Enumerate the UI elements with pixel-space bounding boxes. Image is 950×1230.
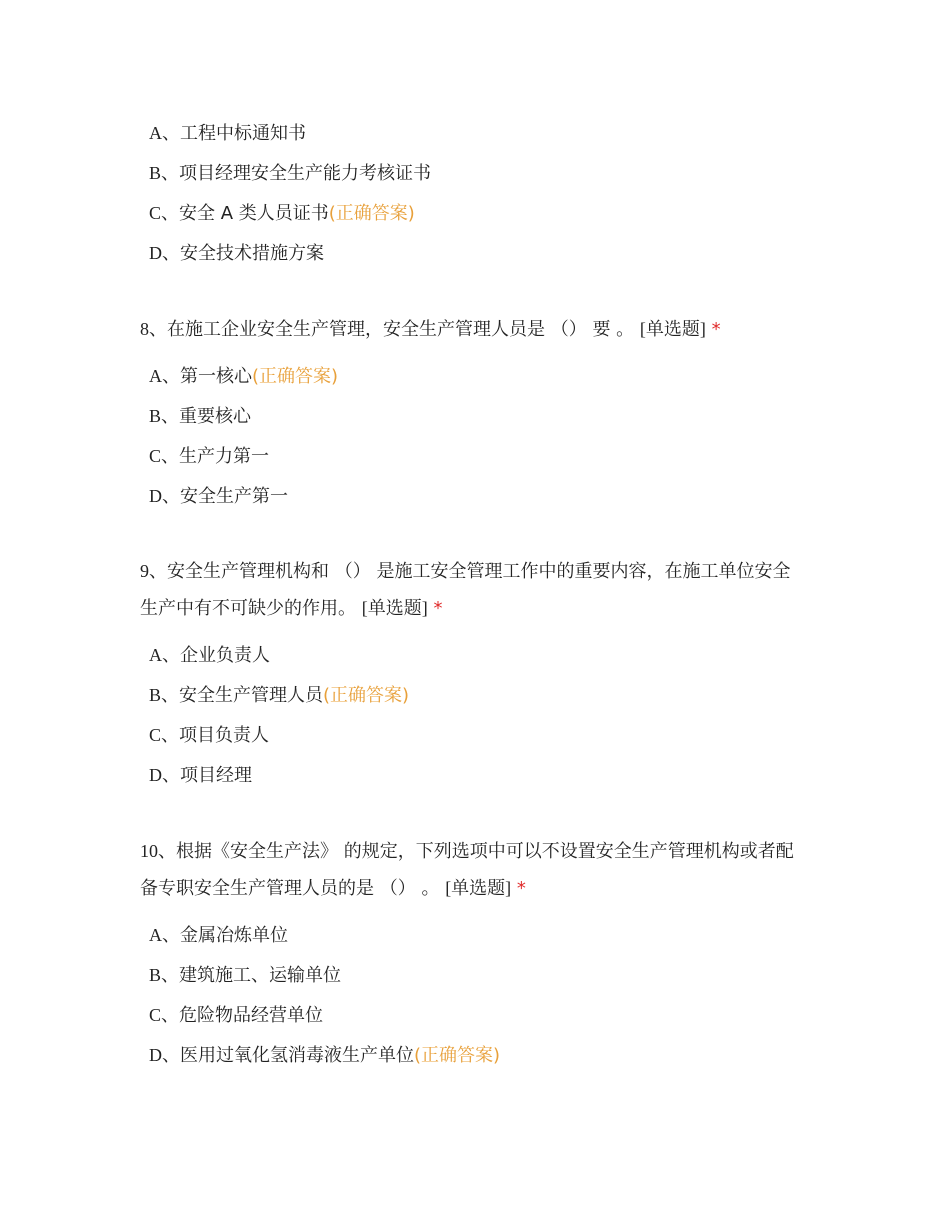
option-text: 企业负责人 (180, 645, 270, 666)
option-c (140, 715, 805, 755)
option-letter: B、 (149, 965, 180, 985)
required-mark: * (433, 598, 443, 619)
required-mark: * (516, 878, 526, 899)
option-a (140, 113, 820, 153)
option-letter: A、 (149, 366, 180, 386)
option-text: 项目负责人 (179, 725, 270, 746)
option-letter: A、 (149, 645, 180, 665)
question-text: 根据《安全生产法》 的规定，下列选项中可以不设置安全生产管理机构或者配备专职安全生产管理人员的是 （） 。 (140, 841, 794, 899)
question-title (140, 553, 805, 627)
option-text: 第一核心 (180, 366, 252, 387)
option-letter: B、 (149, 163, 180, 183)
question-9 (140, 553, 805, 795)
correct-answer-label: (正确答案) (252, 366, 339, 387)
option-letter: A、 (149, 925, 180, 945)
option-text: 建筑施工、运输单位 (179, 965, 342, 986)
option-letter: C、 (149, 446, 180, 466)
question-title (140, 311, 820, 348)
option-c (140, 193, 820, 233)
question-10 (140, 833, 805, 1075)
option-letter: B、 (149, 406, 180, 426)
correct-answer-label: (正确答案) (328, 203, 415, 224)
option-text: 安全生产管理人员 (179, 685, 324, 706)
option-letter: D、 (149, 1045, 180, 1065)
question-text: 在施工企业安全生产管理，安全生产管理人员是 （） 要 。 (167, 319, 635, 340)
question-8 (140, 311, 820, 516)
correct-answer-label: (正确答案) (414, 1045, 501, 1066)
option-a (140, 915, 805, 955)
option-b (140, 153, 820, 193)
option-letter: D、 (149, 243, 180, 263)
question-type-tag: [单选题] (639, 319, 706, 339)
option-d (140, 476, 820, 516)
option-b (140, 955, 805, 995)
option-letter: A、 (149, 123, 180, 143)
option-letter: B、 (149, 685, 180, 705)
option-letter: C、 (149, 725, 180, 745)
question-number: 8、 (140, 319, 167, 339)
option-d (140, 755, 805, 795)
option-b (140, 396, 820, 436)
option-a (140, 356, 820, 396)
option-text: 项目经理安全生产能力考核证书 (179, 163, 432, 184)
option-letter: D、 (149, 765, 180, 785)
option-c (140, 436, 820, 476)
option-c (140, 995, 805, 1035)
question-text: 安全生产管理机构和 （） 是施工安全管理工作中的重要内容，在施工单位安全生产中有不可缺少的作用。 (140, 561, 791, 619)
option-text: 安全技术措施方案 (180, 243, 324, 264)
option-text: 生产力第一 (179, 446, 270, 467)
option-text: 重要核心 (179, 406, 252, 427)
correct-answer-label: (正确答案) (323, 685, 410, 706)
question-title (140, 833, 805, 907)
option-text: 工程中标通知书 (180, 123, 306, 144)
option-text: 安全生产第一 (180, 486, 288, 507)
option-d (140, 1035, 805, 1075)
option-letter: D、 (149, 486, 180, 506)
option-text: 危险物品经营单位 (179, 1005, 324, 1026)
option-text: 医用过氧化氢消毒液生产单位 (180, 1045, 414, 1066)
question-number: 9、 (140, 561, 167, 581)
option-text: 安全 A 类人员证书 (179, 203, 329, 224)
option-a (140, 635, 805, 675)
option-b (140, 675, 805, 715)
question-type-tag: [单选题] (445, 878, 512, 898)
question-type-tag: [单选题] (361, 598, 428, 618)
question-number: 10、 (140, 841, 176, 861)
continued-options (140, 113, 820, 273)
required-mark: * (711, 319, 721, 340)
option-letter: C、 (149, 1005, 180, 1025)
option-letter: C、 (149, 203, 180, 223)
option-d (140, 233, 820, 273)
option-text: 项目经理 (180, 765, 252, 786)
option-text: 金属冶炼单位 (180, 925, 288, 946)
